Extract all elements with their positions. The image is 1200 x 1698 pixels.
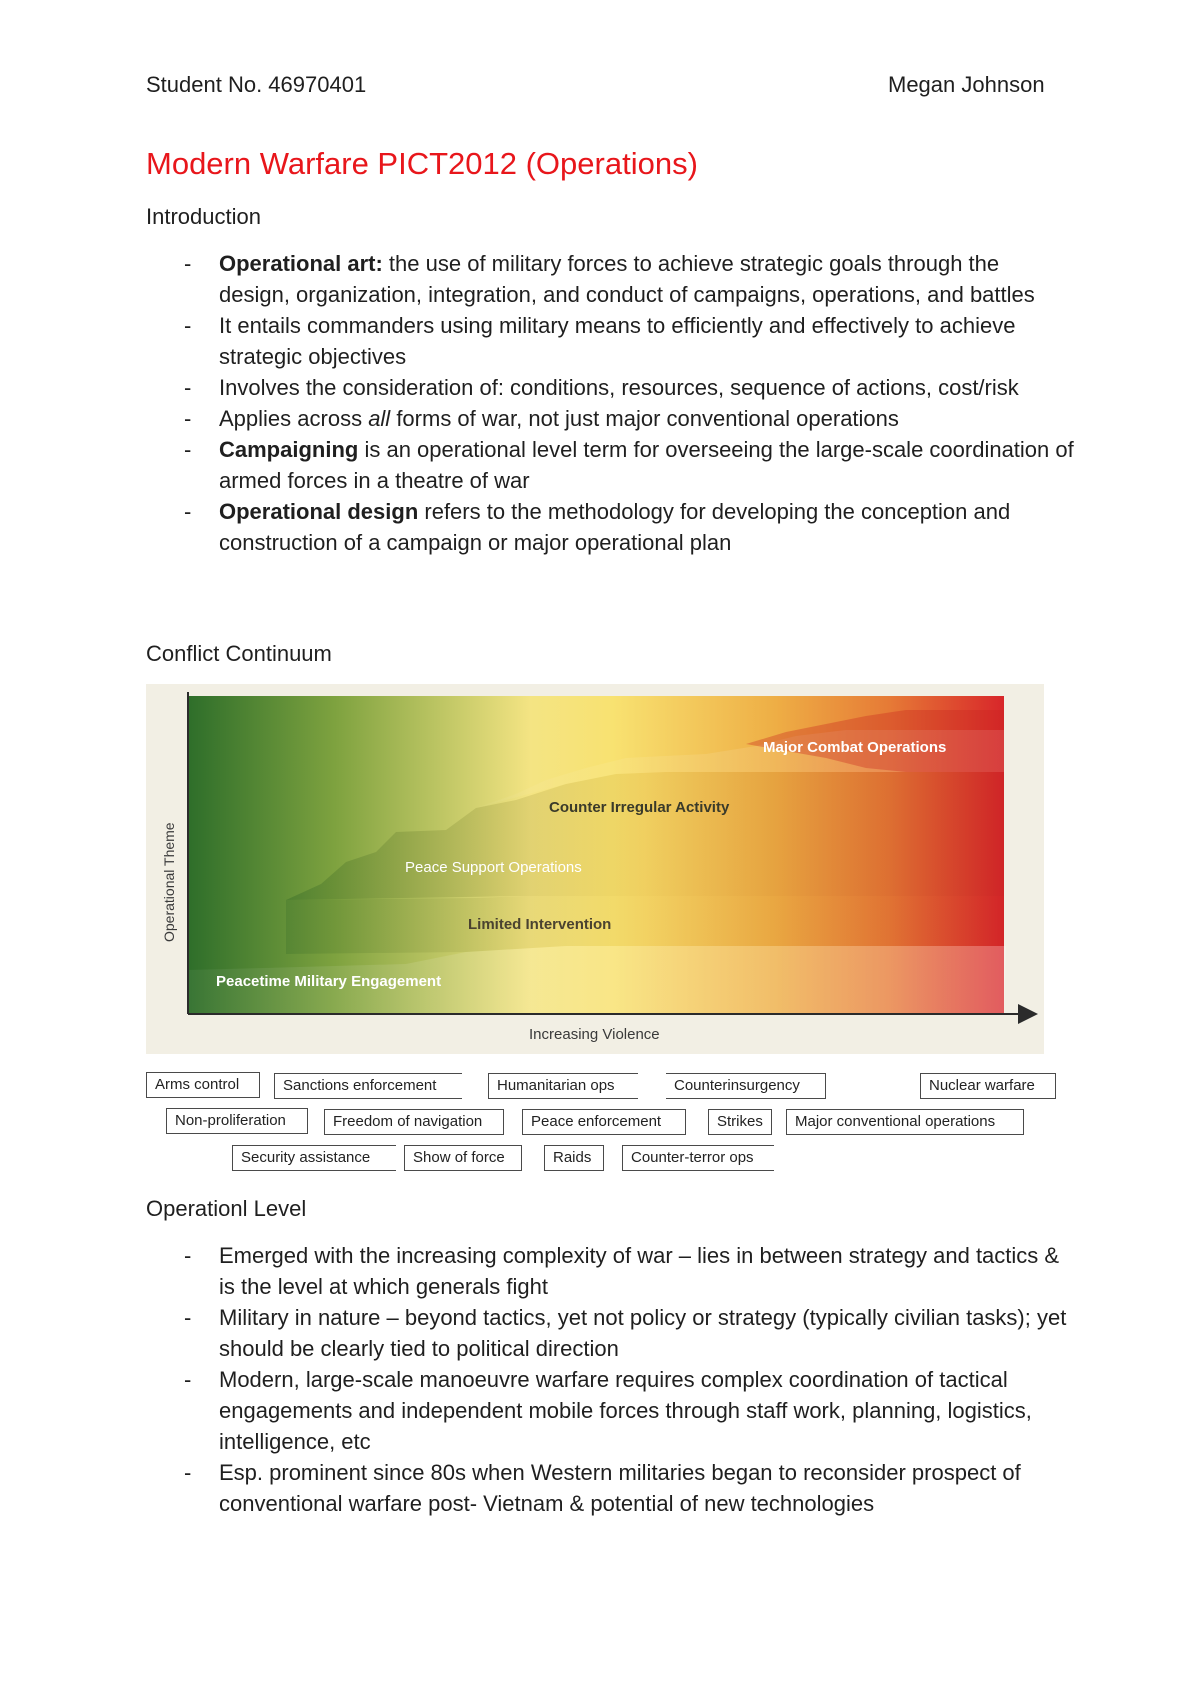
list-item [146, 496, 1076, 558]
page-title: Modern Warfare PICT2012 (Operations) [146, 146, 698, 181]
student-number: Student No. 46970401 [146, 72, 367, 97]
list-item: - Military in nature – beyond tactics, yet not policy or strategy (typically civilian tasks); yet should be clearly tied to political direction [146, 1302, 1076, 1364]
list-item: - Esp. prominent since 80s when Western militaries began to reconsider prospect of conventional warfare post- Vietnam & potential of new technologies [146, 1457, 1076, 1519]
definition: refers to the methodology for developing the conception and construction of a campaign or major operational plan [219, 499, 1011, 555]
author-name: Megan Johnson [888, 72, 1045, 97]
bullet-text: Involves the consideration of: conditions, resources, sequence of actions, cost/risk [219, 375, 1019, 400]
example-tag: Peace enforcement [522, 1109, 686, 1135]
operational-level-heading: Operationl Level [146, 1196, 307, 1221]
conflict-continuum-figure [146, 684, 1044, 1054]
x-axis-arrow-icon [1018, 1004, 1038, 1024]
example-tag: Sanctions enforcement [274, 1073, 462, 1099]
band-label-peace-support: Peace Support Operations [405, 859, 582, 876]
list-item [146, 248, 1076, 310]
term: Operational art: [219, 251, 383, 276]
band-label-counter-irregular: Counter Irregular Activity [549, 799, 730, 816]
example-tag: Show of force [404, 1145, 522, 1171]
intro-bullet-list [146, 248, 1076, 558]
example-tag: Security assistance [232, 1145, 396, 1171]
example-tag: Arms control [146, 1072, 260, 1098]
definition: the use of military forces to achieve strategic goals through the design, organization, integration, and conduct of campaigns, operations, and battles [219, 251, 1035, 307]
continuum-diagram [146, 684, 1044, 1054]
emphasis: all [368, 406, 391, 431]
list-item [146, 310, 1076, 372]
example-tag: Non-proliferation [166, 1108, 308, 1134]
list-item [146, 372, 1076, 403]
bullet-text: It entails commanders using military means to efficiently and effectively to achieve strategic objectives [219, 313, 1016, 369]
example-tag: Raids [544, 1145, 604, 1171]
list-item: - Modern, large-scale manoeuvre warfare requires complex coordination of tactical engagements and independent mobile forces through staff work, planning, logistics, intelligence, etc [146, 1364, 1076, 1457]
example-tag: Counter-terror ops [622, 1145, 774, 1171]
example-tag: Nuclear warfare [920, 1073, 1056, 1099]
example-tag: Strikes [708, 1109, 772, 1135]
operational-level-bullet-list [146, 1240, 1076, 1519]
definition: is an operational level term for overseeing the large-scale coordination of armed forces in a theatre of war [219, 437, 1074, 493]
list-item [146, 403, 1076, 434]
band-label-limited-intervention: Limited Intervention [468, 916, 612, 933]
continuum-heading: Conflict Continuum [146, 641, 332, 666]
list-item: - Emerged with the increasing complexity of war – lies in between strategy and tactics & is the level at which generals fight [146, 1240, 1076, 1302]
band-label-major-combat: Major Combat Operations [763, 739, 947, 756]
example-tag: Major conventional operations [786, 1109, 1024, 1135]
example-tag: Counterinsurgency [666, 1073, 826, 1099]
x-axis-label: Increasing Violence [529, 1026, 660, 1043]
example-tag: Freedom of navigation [324, 1109, 504, 1135]
bullet-text: forms of war, not just major conventional operations [390, 406, 899, 431]
term: Campaigning [219, 437, 359, 462]
intro-heading: Introduction [146, 204, 261, 229]
band-label-peacetime-engagement: Peacetime Military Engagement [216, 973, 442, 990]
bullet-text: Applies across [219, 406, 369, 431]
y-axis-label: Operational Theme [161, 822, 177, 942]
example-tag: Humanitarian ops [488, 1073, 638, 1099]
band-limited-intervention [286, 896, 1004, 954]
list-item [146, 434, 1076, 496]
term: Operational design [219, 499, 419, 524]
